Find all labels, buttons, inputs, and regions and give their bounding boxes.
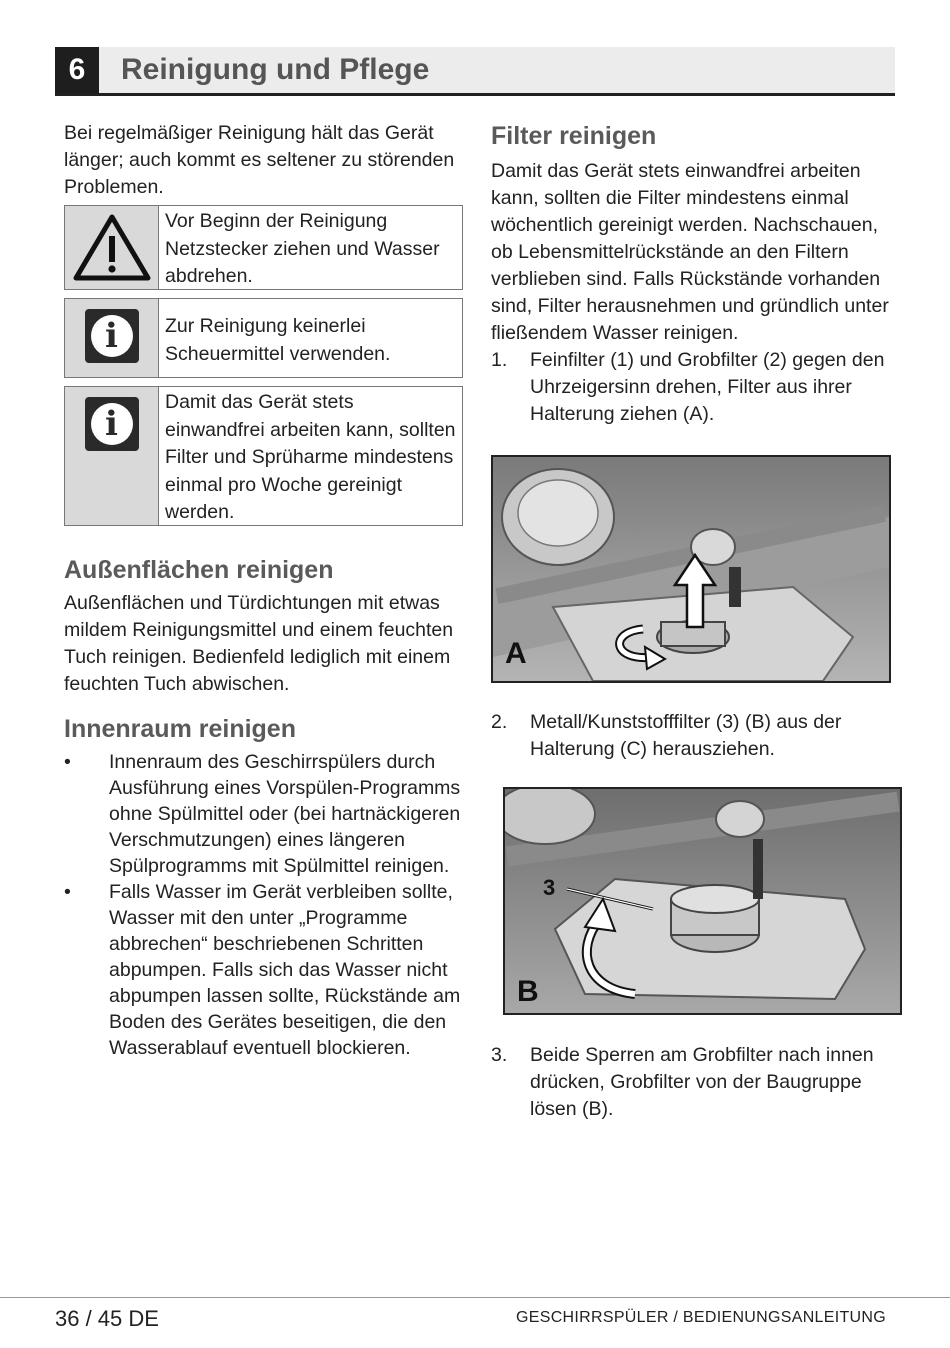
notice-icon-cell [65, 387, 159, 525]
filter-photo-a [491, 455, 891, 683]
filter-steps [491, 347, 891, 428]
notice-text: Zur Reinigung keinerlei Scheuermittel verwenden. [165, 315, 391, 365]
photo-a-label: A [505, 637, 527, 670]
filter-photo-b [503, 787, 902, 1015]
inner-bullet-list [64, 749, 464, 1061]
intro-text: Bei regelmäßiger Reinigung hält das Gerät länger; auch kommt es seltener zu störenden Problemen. [64, 122, 455, 198]
filter-text: Damit das Gerät stets einwandfrei arbeiten kann, sollten die Filter mindestens einmal wöchentlich gereinigt werden. Nachschauen, ob Lebensmittelrückstände an den Filtern verblieben sind. Falls Rückstände vorhanden sind, Filter herausnehmen und gründlich unter fließendem Wasser reinigen. [491, 160, 889, 344]
filter-illustration-b [505, 789, 900, 1013]
notice-icon-cell [65, 206, 159, 289]
intro-block [64, 120, 464, 201]
photo-b-label: B [517, 975, 539, 1008]
notice-text: Damit das Gerät stets einwandfrei arbeiten kann, sollten Filter und Sprüharme mindestens einmal pro Woche gereinigt werden. [165, 391, 456, 523]
outer-section [64, 554, 464, 698]
footer-divider [0, 1297, 950, 1298]
list-item: 2. Metall/Kunststofffilter (3) (B) aus der Halterung (C) herausziehen. [491, 711, 842, 760]
warning-triangle-icon [72, 212, 152, 282]
info-icon: i [85, 397, 139, 451]
chapter-title: Reinigung und Pflege [121, 53, 430, 86]
notice-info-1 [64, 298, 463, 378]
info-icon: i [85, 309, 139, 363]
filter-section [491, 120, 891, 428]
page-number: 36 / 45 DE [55, 1306, 159, 1331]
photo-b-callout: 3 [543, 875, 556, 900]
outer-heading: Außenflächen reinigen [64, 556, 334, 584]
list-item: • Falls Wasser im Gerät verbleiben sollte, Wasser mit den unter „Programme abbrechen“ beschriebenen Schritten abpumpen. Falls sich das Wasser nicht abpumpen lassen sollte, Rückstände am Boden des Gerätes beseitigen, die den Wasserablauf eventuell blockieren. [64, 881, 461, 1059]
notice-info-2 [64, 386, 463, 526]
chapter-number: 6 [55, 47, 99, 93]
inner-section [64, 713, 464, 1061]
document-title: GESCHIRRSPÜLER / BEDIENUNGSANLEITUNG [516, 1309, 886, 1326]
list-item: 3. Beide Sperren am Grobfilter nach innen drücken, Grobfilter von der Baugruppe lösen (B). [491, 1044, 874, 1120]
inner-heading: Innenraum reinigen [64, 715, 296, 743]
notice-icon-cell [65, 299, 159, 377]
outer-text: Außenflächen und Türdichtungen mit etwas mildem Reinigungsmittel und einem feuchten Tuch reinigen. Bedienfeld lediglich mit einem feuchten Tuch abwischen. [64, 592, 454, 695]
filter-heading: Filter reinigen [491, 122, 657, 150]
chapter-header [55, 47, 895, 96]
filter-step-2 [491, 709, 891, 763]
list-item: • Innenraum des Geschirrspülers durch Ausführung eines Vorspülen-Programms ohne Spülmittel oder (bei hartnäckigeren Verschmutzungen) eines längeren Spülprogramms mit Spülmittel reinigen. [64, 751, 461, 877]
notice-text: Vor Beginn der Reinigung Netzstecker ziehen und Wasser abdrehen. [165, 210, 440, 287]
filter-illustration-a [493, 457, 889, 681]
list-item: 1. Feinfilter (1) und Grobfilter (2) gegen den Uhrzeigersinn drehen, Filter aus ihrer Halterung ziehen (A). [491, 349, 885, 425]
notice-warning [64, 205, 463, 290]
filter-step-3 [491, 1042, 891, 1123]
